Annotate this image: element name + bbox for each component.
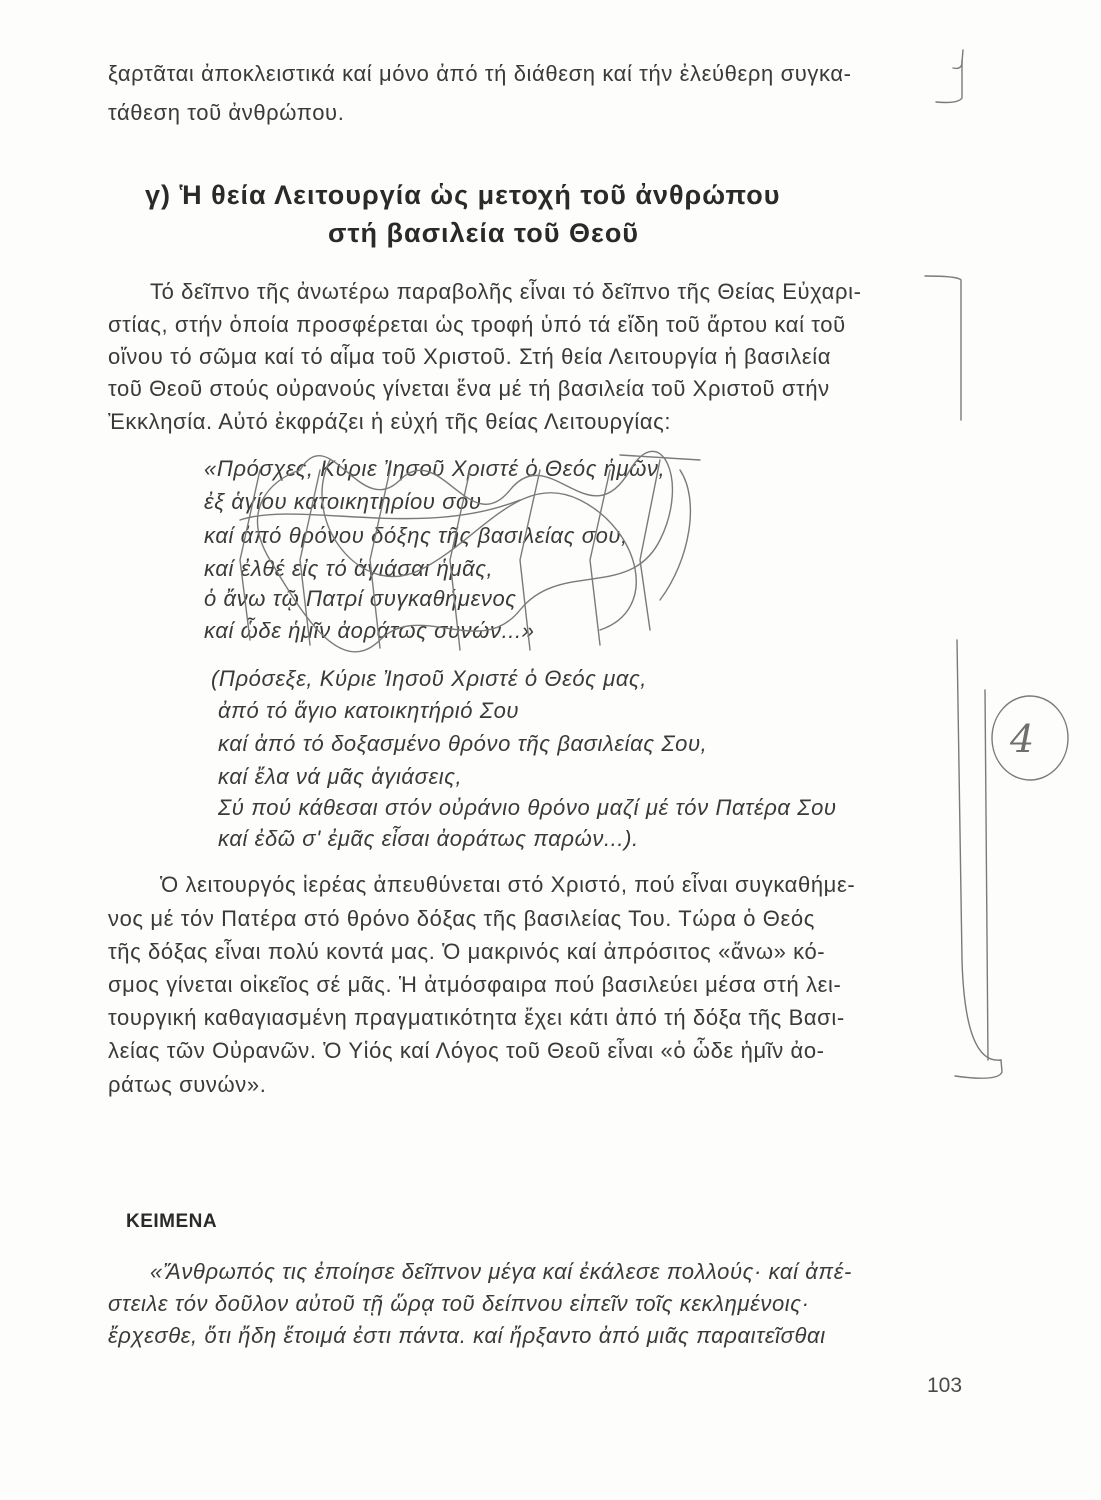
top-paragraph-line: ξαρτᾶται ἀποκλειστικά καί μόνο ἀπό τή διάθεση καί τήν ἐλεύθερη συγκα- — [108, 61, 852, 86]
prayer-original-line: «Πρόσχες, Κύριε Ἰησοῦ Χριστέ ὁ Θεός ἡμῶν, — [204, 456, 666, 481]
prayer-original-line: καί ἀπό θρόνου δόξης τῆς βασιλείας σου, — [204, 523, 628, 548]
prayer-translation-line: καί ἀπό τό δοξασμένο θρόνο τῆς βασιλείας Σου, — [218, 731, 708, 756]
paragraph-line: Ἐκκλησία. Αὐτό ἐκφράζει ἡ εὐχή τῆς θείας Λειτουργίας: — [108, 409, 672, 434]
paragraph-line: τουργική καθαγιασμένη πραγματικότητα ἔχει κάτι ἀπό τή δόξα τῆς Βασι- — [108, 1005, 845, 1030]
prayer-original-line: καί ὧδε ἡμῖν ἀοράτως συνών...» — [204, 618, 535, 643]
pencil-bracket-top — [953, 50, 963, 68]
paragraph-line: Ὁ λειτουργός ἱερέας ἀπευθύνεται στό Χριστό, πού εἶναι συγκαθήμε- — [160, 872, 856, 897]
paragraph-line: Τό δεῖπνο τῆς ἀνωτέρω παραβολῆς εἶναι τό δεῖπνο τῆς Θείας Εὐχαρι- — [150, 279, 862, 304]
top-paragraph-line: τάθεση τοῦ ἀνθρώπου. — [108, 100, 345, 125]
page-number: 103 — [927, 1374, 963, 1397]
prayer-translation-line: (Πρόσεξε, Κύριε Ἰησοῦ Χριστέ ὁ Θεός μας, — [211, 666, 648, 691]
margin-note-number: 4 — [1010, 717, 1035, 761]
pencil-scribble — [640, 460, 660, 630]
prayer-translation-line: καί ἐδῶ σ' ἐμᾶς εἶσαι ἀοράτως παρών...). — [218, 826, 639, 851]
paragraph-line: τοῦ Θεοῦ στούς οὐρανούς γίνεται ἕνα μέ τή βασιλεία τοῦ Χριστοῦ στήν — [108, 376, 830, 401]
prayer-original-line: ὁ ἄνω τῷ Πατρί συγκαθήμενος — [204, 586, 517, 611]
pencil-bracket-paragraph1 — [925, 276, 961, 420]
prayer-original-line: καί ἐλθέ εἰς τό ἁγιάσαι ἡμᾶς, — [204, 556, 494, 581]
texts-paragraph-line: στειλε τόν δοῦλον αὐτοῦ τῇ ὥρᾳ τοῦ δείπνου εἰπεῖν τοῖς κεκλημένοις· — [108, 1291, 810, 1316]
paragraph-line: ράτως συνών». — [108, 1072, 267, 1097]
paragraph-line: στίας, στήν ὁποία προσφέρεται ὡς τροφή ὑπό τά εἴδη τοῦ ἄρτου καί τοῦ — [108, 312, 846, 337]
pencil-bracket-right — [955, 1060, 1002, 1078]
pencil-bracket-right — [985, 690, 988, 1060]
section-heading-line-1: γ) Ἡ θεία Λειτουργία ὡς μετοχή τοῦ ἀνθρώπου — [145, 180, 781, 210]
prayer-translation-line: καί ἔλα νά μᾶς ἁγιάσεις, — [218, 764, 463, 789]
section-heading-line-2: στή βασιλεία τοῦ Θεοῦ — [328, 218, 640, 248]
paragraph-line: λείας τῶν Οὐρανῶν. Ὁ Υἱός καί Λόγος τοῦ Θεοῦ εἶναι «ὁ ὧδε ἡμῖν ἀο- — [108, 1038, 825, 1063]
pencil-scribble — [660, 470, 690, 600]
paragraph-line: νος μέ τόν Πατέρα στό θρόνο δόξας τῆς βασιλείας Του. Τώρα ὁ Θεός — [108, 906, 815, 931]
texts-paragraph-line: ἔρχεσθε, ὅτι ἤδη ἕτοιμά ἐστι πάντα. καί ἤρξαντο ἀπό μιᾶς παραιτεῖσθαι — [108, 1323, 826, 1348]
prayer-original-line: ἐξ ἁγίου κατοικητηρίου σου — [204, 489, 482, 514]
pencil-scribble — [590, 470, 610, 645]
paragraph-line: σμος γίνεται οἰκεῖος σέ μᾶς. Ἡ ἀτμόσφαιρα πού βασιλεύει μέσα στή λει- — [108, 972, 842, 997]
paragraph-line: οἴνου τό σῶμα καί τό αἷμα τοῦ Χριστοῦ. Στή θεία Λειτουργία ἡ βασιλεία — [108, 344, 832, 369]
pencil-bracket-top — [936, 60, 962, 103]
pencil-bracket-right — [957, 640, 1001, 1060]
pencil-circle — [992, 696, 1068, 780]
texts-paragraph-line: «Ἄνθρωπός τις ἐποίησε δεῖπνον μέγα καί ἐκάλεσε πολλούς· καί ἀπέ- — [150, 1259, 852, 1284]
texts-section-title: ΚΕΙΜΕΝΑ — [126, 1211, 218, 1232]
prayer-translation-line: ἀπό τό ἅγιο κατοικητήριό Σου — [218, 698, 520, 723]
paragraph-line: τῆς δόξας εἶναι πολύ κοντά μας. Ὁ μακρινός καί ἀπρόσιτος «ἄνω» κό- — [108, 939, 826, 964]
prayer-translation-line: Σύ πού κάθεσαι στόν οὐράνιο θρόνο μαζί μέ τόν Πατέρα Σου — [218, 795, 837, 820]
